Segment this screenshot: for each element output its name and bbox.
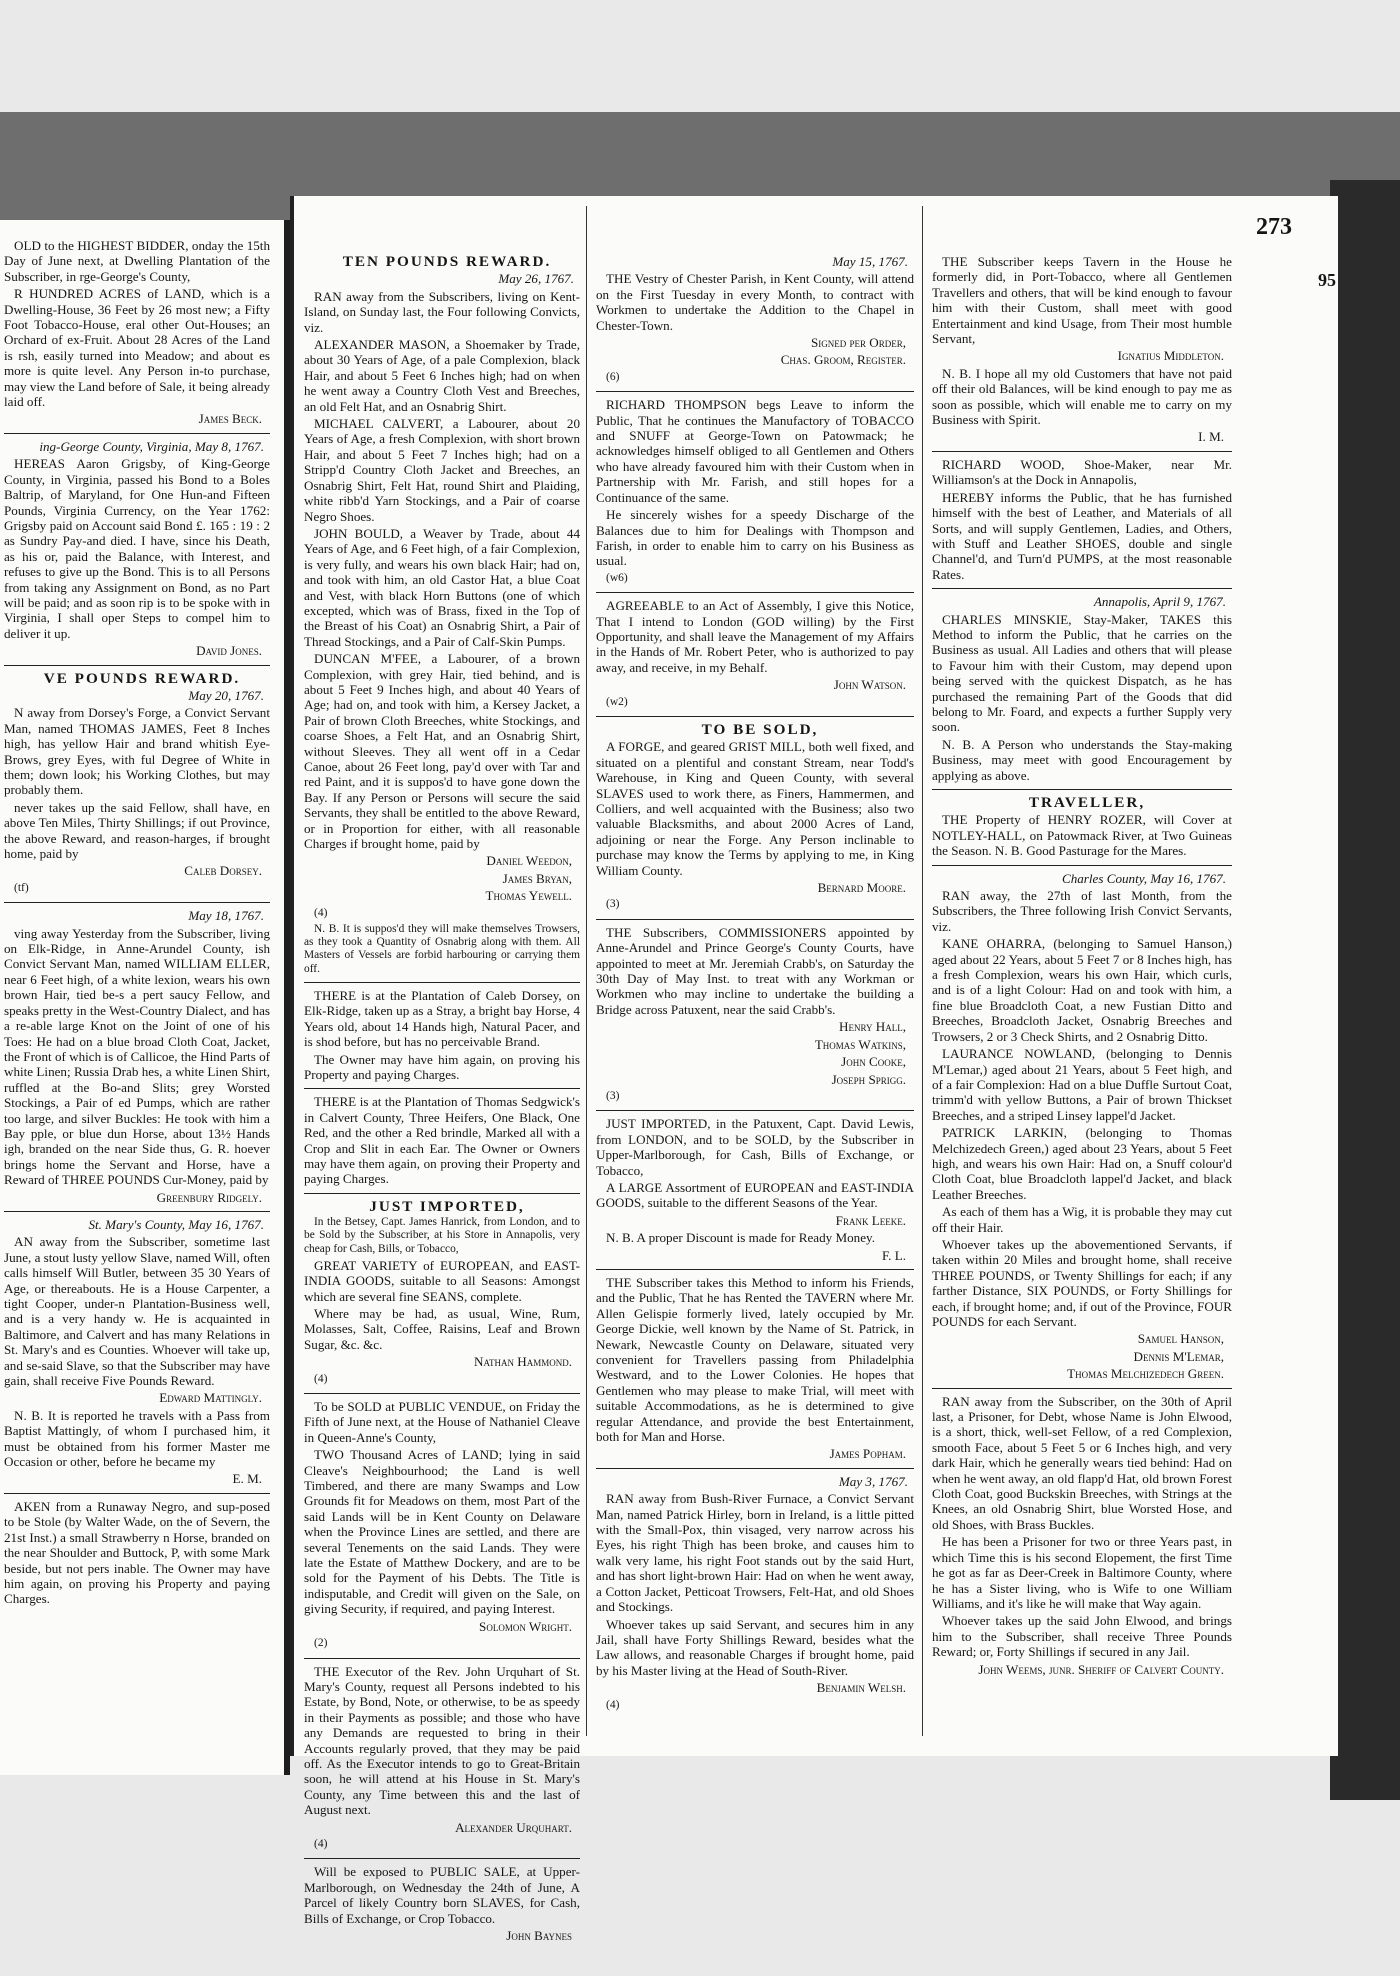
paragraph: Whoever takes up the said John Elwood, and brings him to the Subscriber, shall receive Three Pounds Reward; or, Forty Shillings if secured in any Jail.	[932, 1613, 1232, 1660]
signature: James Bryan,	[502, 870, 572, 886]
insertion-mark: (w6)	[606, 571, 628, 584]
advert-heading: TO BE SOLD,	[701, 720, 819, 738]
paragraph: ving away Yesterday from the Subscriber, living on Elk-Ridge, in Anne-Arundel County, ish Convict Servant Man, named WILLIAM ELLER, near 6 Feet high, of a white lexion, wears his own brown Hair, tied be-s a pert saucy Fellow, and speaks pretty in the West-Country Dialect, and has a re-able large Knot on the Joint of one of his Toes: He had on a blue broad Cloth Coat, Jacket, the Front of which is of Callicoe, the Hind Parts of white Linen; Russia Drab hes, a white Linen Shirt, ruffled at the Bo-and Slits; grey Worsted Stockings, a Pair of ed Pumps, which are rather too large, and silver Buckles: He took with him a Bay pple, or blue dun Horse, about 13½ Hands igh, branded on the near Side thus, G. R. hoever brings home the Servant and Horse, have a Reward of THREE POUNDS Cur-Money, paid by	[4, 925, 270, 1188]
page-number: 273	[1256, 214, 1292, 240]
advert-heading: VE POUNDS REWARD.	[43, 669, 241, 687]
paragraph: N. B. It is reported he travels with a Pass from Baptist Mattingly, of whom I purchased him, it must be obtained from his former Master me Occasion or other, before he became my	[4, 1407, 270, 1470]
paragraph: THE Subscriber keeps Tavern in the House he formerly did, in Port-Tobacco, where all Gentlemen Travellers and others, that will be kind enough to favour him with their Custom, shall meet with good Entertainment and kind Usage, from Their most humble Servant,	[932, 254, 1232, 347]
paragraph: HEREAS Aaron Grigsby, of King-George County, in Virginia, passed his Bond to a Boles Baltrip, of Maryland, for One Hun-and Fifteen Pounds, Virginia Currency, on the Year 1762: Grigsby paid on Account said Bond £. 165 : 19 : 2 as Sundry Pay-and died. I have, since his Death, as his or, paid the Balance, with Interest, and refuses to give up the Bond. This is to all Persons from taking any Assignment on Bond, as no Part will be paid; and as soon rip is to be spoke with in Virginia, I shall oper Steps to compel him to deliver it up.	[4, 456, 270, 641]
insertion-mark: (3)	[606, 898, 620, 911]
signature: Dennis M'Lemar,	[1133, 1348, 1224, 1364]
paragraph: He sincerely wishes for a speedy Discharge of the Balances due to him for Dealings with Thompson and Farish, in order to enable him to carry on his Business as usual.	[596, 507, 914, 569]
section-rule	[932, 865, 1232, 866]
signature: Henry Hall,	[839, 1019, 906, 1035]
paragraph: A FORGE, and geared GRIST MILL, both well fixed, and situated on a plentiful and constant Stream, near Todd's Warehouse, in King and Queen County, with several SLAVES used to work there, as Finers, Hammermen, and Colliers, and well acquainted with the Business; also two valuable Blacksmiths, and about 2000 Acres of Land, adjoining or near the Forge. Any Person inclinable to purchase may know the Terms by applying to me, in King William County.	[596, 739, 914, 878]
paragraph: He has been a Prisoner for two or three Years past, in which Time this is his second Elopement, the first Time he got as far as Deer-Creek in Baltimore County, where he has a Sister living, who is Wife to one William Williams, and it's like he will make that Way again.	[932, 1534, 1232, 1611]
insertion-mark: (2)	[314, 1637, 328, 1650]
paragraph: HEREBY informs the Public, that he has furnished himself with the best of Leather, and Materials of all Sorts, and will supply Gentlemen, Ladies, and Others, with Stuff and Leather SHOES, double and single Channel'd, and Turn'd PUMPS, at the most reasonable Rates.	[932, 489, 1232, 582]
paragraph: LAURANCE NOWLAND, (belonging to Dennis M'Lemar,) aged about 21 Years, about 5 Feet high, and of a fair Complexion: Had on a blue Duffle Surtout Coat, trimm'd with yellow Buttons, a Pair of brown Thickset Breeches, and a striped Linsey lappel'd Jacket.	[932, 1046, 1232, 1123]
paragraph: DUNCAN M'FEE, a Labourer, of a brown Complexion, with grey Hair, tied behind, and is about 5 Feet 9 Inches high, and about 40 Years of Age; had on, and took with him, a Kersey Jacket, a Pair of brown Cloth Breeches, white Stockings, and coarse Shoes, a Felt Hat, and an Osnabrig Shirt, without Sleeves. They all went off in a Cedar Canoe, about 26 Feet long, pay'd over with Tar and red Paint, and it is suppos'd to have gone down the Bay. If any Person or Persons will secure the said Servants, they shall be entitled to the above Reward, or in Proportion for either, with all reasonable Charges if brought home, paid by	[304, 651, 580, 852]
signature: Ignatius Middleton.	[1117, 348, 1224, 364]
section-rule	[4, 1493, 270, 1494]
left-page	[0, 220, 290, 1775]
insertion-mark: (4)	[606, 1698, 620, 1711]
paragraph: N. B. A Person who understands the Stay-making Business, may meet with good Encouragement by applying as above.	[932, 736, 1232, 783]
overleaf-page-number: 95	[1318, 270, 1336, 290]
section-rule	[304, 1193, 580, 1194]
column-divider	[586, 206, 587, 1736]
section-rule	[4, 433, 270, 434]
paragraph: PATRICK LARKIN, (belonging to Thomas Melchizedech Green,) aged about 23 Years, about 5 Feet high, and wears his own Hair: Had on, a Snuff colour'd Cloth Coat, blue Broadcloth lappel'd Jacket, and black Leather Breeches.	[932, 1125, 1232, 1202]
column-4	[932, 254, 1232, 1679]
paragraph: RICHARD WOOD, Shoe-Maker, near Mr. Williamson's at the Dock in Annapolis,	[932, 456, 1232, 488]
paragraph: Will be exposed to PUBLIC SALE, at Upper-Marlborough, on Wednesday the 24th of June, A Parcel of likely Country born SLAVES, for Cash, Bills of Exchange, or Crop Tobacco.	[304, 1864, 580, 1926]
paragraph: A LARGE Assortment of EUROPEAN and EAST-INDIA GOODS, suitable to the different Seasons of the Year.	[596, 1179, 914, 1211]
paragraph: OLD to the HIGHEST BIDDER, onday the 15th Day of June next, at Dwelling Plantation of the Subscriber, in rge-George's County,	[4, 238, 270, 284]
section-rule	[304, 1658, 580, 1659]
dateline: May 3, 1767.	[838, 1473, 908, 1489]
paragraph: AN away from the Subscriber, sometime last June, a stout lusty yellow Slave, named Will, often calls himself Will Butler, between 35 30 Years of Age, or thereabouts. He is a House Carpenter, a tight Cooper, under-n Plantation-Business well, and is a very handy w. He is acquainted in Baltimore, and Calvert and has many Relations in St. Mary's and es Counties. Whoever will take up, and se-said Slave, so that the Subscriber may have gain, shall receive Five Pounds Reward.	[4, 1234, 270, 1389]
signature: Benjamin Welsh.	[816, 1680, 906, 1696]
signature: Samuel Hanson,	[1137, 1331, 1224, 1347]
paragraph: Whoever takes up the abovementioned Servants, if taken within 20 Miles and brought home, shall receive THREE POUNDS, or Twenty Shillings for each; if any farther Distance, SIX POUNDS, or Forty Shillings for each, if brought home; and, if out of the Province, FOUR POUNDS for each Servant.	[932, 1236, 1233, 1329]
paragraph: N away from Dorsey's Forge, a Convict Servant Man, named THOMAS JAMES, Feet 8 Inches high, has yellow Hair and brand whitish Eye-Brows, grey Eyes, with ful Degree of White in them; down look; his Working Clothes, but may probably them.	[4, 705, 270, 798]
section-rule	[596, 592, 914, 593]
paragraph: The Owner may have him again, on proving his Property and paying Charges.	[304, 1051, 580, 1082]
section-rule	[596, 716, 914, 717]
paragraph: AGREEABLE to an Act of Assembly, I give this Notice, That I intend to London (GOD willing) by the First Opportunity, and shall leave the Management of my Affairs in the Hands of Mr. Robert Peter, who is authorized to pay away, and receive, in my Behalf.	[596, 598, 914, 675]
paragraph: To be SOLD at PUBLIC VENDUE, on Friday the Fifth of June next, at the House of Nathaniel Cleave in Queen-Anne's County,	[304, 1399, 580, 1445]
paragraph: JUST IMPORTED, in the Patuxent, Capt. David Lewis, from LONDON, and to be SOLD, by the Subscriber in Upper-Marlborough, for Cash, Bills of Exchange, or Tobacco,	[596, 1116, 914, 1178]
paragraph: RICHARD THOMPSON begs Leave to inform the Public, That he continues the Manufactory of TOBACCO and SNUFF at George-Town on Patowmack; he acknowledges himself obliged to all Gentlemen and Others who have already favoured him with their Custom when in Partnership with Mr. Farish, and still hopes for a Continuance of the same.	[596, 397, 914, 505]
section-rule	[4, 665, 270, 666]
paragraph: R HUNDRED ACRES of LAND, which is a Dwelling-House, 36 Feet by 26 most new; a Fifty Foot Tobacco-House, eral other Out-Houses; an Orchard of ex-Fruit. About 28 Acres of the Land is rsh, easily turned into Meadow; and about es more is quite level. Any Person in-to purchase, may view the Land before of Sale, it being already laid off.	[4, 286, 270, 410]
signature: Thomas Yewell.	[485, 888, 572, 904]
paragraph: CHARLES MINSKIE, Stay-Maker, TAKES this Method to inform the Public, that he carries on the Business as usual. All Ladies and others that will please to Favour him with their Custom, may depend upon being served with the quickest Dispatch, as he has purchased the remaining Part of the Goods that did belong to Mr. Foard, and expects a further Supply very soon.	[932, 611, 1232, 735]
right-page	[290, 196, 1338, 1944]
signature: David Jones.	[196, 643, 262, 659]
paragraph: RAN away from the Subscriber, on the 30th of April last, a Prisoner, for Debt, whose Name is John Elwood, is a short, thick, well-set Fellow, of a red Complexion, smooth Face, about 5 Feet 5 or 6 Inches high, and very dark Hair, which he generally wears tied behind: Had on when he went away, an old flapp'd Hat, old brown Forest Cloth Coat, good Buckskin Breeches, with Strings at the Knees, an old Osnabrig Shirt, blue Worsted Hose, and old Shoes, with Brass Buckles.	[932, 1393, 1232, 1532]
signature: Edward Mattingly.	[159, 1390, 262, 1406]
signature: Caleb Dorsey.	[184, 863, 262, 879]
section-rule	[932, 789, 1232, 790]
signature: Frank Leeke.	[835, 1212, 906, 1228]
dateline: Annapolis, April 9, 1767.	[1093, 594, 1226, 610]
paragraph: MICHAEL CALVERT, a Labourer, about 20 Years of Age, a fresh Complexion, with short brown Hair, and about 5 Feet 7 Inches high; had on a Stripp'd Country Cloth Jacket and Breeches, an Osnabrig Shirt, Felt Hat, round Shirt and Plaiding, white ribb'd Yarn Stockings, and a Pair of coarse Negro Shoes.	[304, 416, 580, 524]
paragraph: RAN away, the 27th of last Month, from the Subscribers, the Three following Irish Convict Servants, viz.	[932, 888, 1232, 934]
signature: F. L.	[881, 1247, 906, 1263]
section-rule	[596, 919, 914, 920]
paragraph: KANE OHARRA, (belonging to Samuel Hanson,) aged about 22 Years, about 5 Feet 7 or 8 Inches high, has a fresh Complexion, wears his own Hair, which curls, and is of a light Colour: Had on and took with him, a fine blue Broadcloth Coat, a new Fustian Ditto and Breeches, Broadcloth Jacket, Osnabrig Breeches and Trowsers, 2 or 3 Check Shirts, and 2 Osnabrig Ditto.	[932, 936, 1232, 1044]
paragraph: THE Subscribers, COMMISSIONERS appointed by Anne-Arundel and Prince George's County Courts, have appointed to meet at Mr. Jeremiah Crabb's, on Saturday the 30th Day of May Inst. to treat with any Workman or Workmen who may incline to undertake the building a Bridge across Patuxent, near the said Crabb's.	[596, 924, 914, 1017]
paragraph: THE Subscriber takes this Method to inform his Friends, and the Public, That he has Rented the TAVERN where Mr. Allen Gelispie formerly lived, lately occupied by Mr. George Dickie, well known by the Name of St. Patrick, in Newark, Newcastle County on Delaware, situated very convenient for Travellers passing from Philadelphia Westward, and to the Lower Colonies. He hopes that Gentlemen who may please to make Trial, will meet with suitable Accommodations, as he is determined to give regular Attendance, and provide the best Entertainment, both for Man and Horse.	[596, 1274, 914, 1445]
paragraph: Whoever takes up said Servant, and secures him in any Jail, shall have Forty Shillings Reward, besides what the Law allows, and reasonable Charges if brought home, paid by his Master living at the Head of South-River.	[596, 1616, 914, 1678]
signature: I. M.	[1198, 429, 1224, 445]
small-note: In the Betsey, Capt. James Hanrick, from London, and to be Sold by the Subscriber, at his Store in Annapolis, very cheap for Cash, Bills, or Tobacco,	[304, 1216, 580, 1255]
paragraph: N. B. I hope all my old Customers that have not paid off their old Balances, will be kind enough to pay me as soon as possible, which will enable me to carry on my Business with Spirit.	[932, 365, 1232, 428]
advert-heading: JUST IMPORTED,	[369, 1197, 525, 1215]
section-rule	[304, 1393, 580, 1394]
signature: Greenbury Ridgely.	[156, 1189, 262, 1205]
signature: Thomas Melchizedech Green.	[1067, 1366, 1224, 1382]
section-rule	[932, 451, 1232, 452]
paragraph: THERE is at the Plantation of Thomas Sedgwick's in Calvert County, Three Heifers, One Black, One Red, and the other a Red brindle, Marked all with a Crop and Slit in each Ear. The Owner or Owners may have them again, on proving their Property and paying Charges.	[304, 1094, 580, 1187]
paragraph: TWO Thousand Acres of LAND; lying in said Cleave's Neighbourhood; the Land is well Timbered, and there are many Swamps and Low Grounds fit for Meadows on them, most Part of the said Lands will be in Kent County on Delaware when the Province Lines are settled, and there are several Tenements on the said Lands. They were late the Estate of Matthew Dockery, and are to be sold for the Payment of his Debts. The Title is indisputable, and Credit will given on the Sale, on giving Security, if required, and paying Interest.	[304, 1447, 580, 1617]
scan-shadow-right	[1330, 180, 1400, 1800]
signature: Signed per Order,	[810, 335, 906, 351]
dateline: May 15, 1767.	[832, 254, 908, 269]
paragraph: RAN away from the Subscribers, living on Kent-Island, on Sunday last, the Four following Convicts, viz.	[304, 288, 580, 335]
paragraph: THERE is at the Plantation of Caleb Dorsey, on Elk-Ridge, taken up as a Stray, a bright bay Horse, 4 Years old, about 14 Hands high, Natural Pacer, and is shod before, but has no perceivable Brand.	[304, 987, 580, 1050]
section-rule	[4, 902, 270, 903]
signature: Joseph Sprigg.	[831, 1071, 906, 1087]
section-rule	[304, 982, 580, 983]
paragraph: AKEN from a Runaway Negro, and sup-posed to be Stole (by Walter Wade, on the of Severn, the 21st Inst.) a small Strawberry n Horse, branded on the near Shoulder and Buttock, P, with some Mark beside, but not pers inable. The Owner may have him again, on proving his Property and paying Charges.	[4, 1498, 270, 1607]
signature: James Beck.	[198, 411, 262, 427]
paragraph: never takes up the said Fellow, shall have, en above Ten Miles, Thirty Shillings; if out Province, the above Reward, and reason-harges, if brought home, paid by	[4, 799, 270, 862]
signature: Bernard Moore.	[817, 880, 906, 896]
insertion-mark: (4)	[314, 1837, 328, 1850]
signature: Thomas Watkins,	[814, 1036, 906, 1052]
section-rule	[304, 1858, 580, 1859]
dateline: ing-George County, Virginia, May 8, 1767.	[39, 438, 264, 454]
column-1	[4, 238, 270, 1609]
paragraph: ALEXANDER MASON, a Shoemaker by Trade, about 30 Years of Age, of a pale Complexion, black Hair, and about 5 Feet 6 Inches high; had on when he went away a Country Cloth Vest and Breeches, an old Felt Hat, and an Osnabrig Shirt.	[304, 337, 580, 414]
signature: Chas. Groom, Register.	[780, 352, 906, 368]
column-2	[304, 254, 580, 1945]
paragraph: THE Executor of the Rev. John Urquhart of St. Mary's County, request all Persons indebted to his Estate, by Bond, Note, or otherwise, to be as speedy in their Payments as possible; and those who have any Demands are requested to bring in their Accounts regularly proved, that they may be paid off. As the Executor intends to go to Great-Britain soon, he will attend at his House in St. Mary's County, any Time between this and the last of August next.	[304, 1663, 580, 1818]
paragraph: GREAT VARIETY of EUROPEAN, and EAST-INDIA GOODS, suitable to all Seasons: Amongst which are several fine SEANS, complete.	[304, 1257, 580, 1304]
signature: James Popham.	[829, 1446, 906, 1462]
dateline: May 26, 1767.	[498, 271, 574, 287]
dateline: May 18, 1767.	[188, 908, 264, 924]
paragraph: N. B. A proper Discount is made for Ready Money.	[606, 1230, 875, 1246]
advert-heading: TRAVELLER,	[1028, 794, 1146, 811]
paragraph: THE Property of HENRY ROZER, will Cover at NOTLEY-HALL, on Patowmack River, at Two Guineas the Season. N. B. Good Pasturage for the Mares.	[932, 812, 1232, 859]
signature: E. M.	[232, 1471, 262, 1487]
signature: Solomon Wright.	[479, 1618, 572, 1634]
insertion-mark: (tf)	[14, 881, 29, 894]
insertion-mark: (4)	[314, 1372, 328, 1385]
insertion-mark: (w2)	[606, 695, 628, 708]
insertion-mark: (4)	[314, 906, 328, 919]
column-divider	[922, 206, 923, 1736]
insertion-mark: (3)	[606, 1089, 620, 1102]
column-3	[596, 254, 914, 1715]
section-rule	[304, 1088, 580, 1089]
section-rule	[596, 391, 914, 392]
section-rule	[932, 588, 1232, 589]
signature: Daniel Weedon,	[486, 853, 572, 869]
section-rule	[932, 1388, 1232, 1389]
signature: Alexander Urquhart.	[455, 1819, 572, 1835]
insertion-mark: (6)	[606, 370, 620, 383]
signature: John Cooke,	[841, 1054, 906, 1070]
advert-heading: TEN POUNDS REWARD.	[342, 253, 552, 270]
paragraph: THE Vestry of Chester Parish, in Kent County, will attend on the First Tuesday in every Month, to contract with Workmen to undertake the Addition to the Chapel in Chester-Town.	[596, 271, 914, 333]
dateline: Charles County, May 16, 1767.	[1061, 870, 1226, 886]
section-rule	[596, 1269, 914, 1270]
paragraph: JOHN BOULD, a Weaver by Trade, about 44 Years of Age, and 6 Feet high, of a fair Complexion, is very fully, and wears his own black Hair; had on, and took with him, an old Castor Hat, a blue Coat and Vest, with black Horn Buttons (one of which excepted, which was of Brass, fixed in the Top of the Breast of his Coat) an Osnabrig Shirt, a Pair of Thread Stockings, and a Pair of Calf-Skin Pumps.	[304, 525, 580, 649]
small-note: N. B. It is suppos'd they will make themselves Trowsers, as they took a Quantity of Osnabrig along with them. All Masters of Vessels are forbid harbouring or carrying them off.	[304, 923, 580, 975]
paragraph: As each of them has a Wig, it is probable they may cut off their Hair.	[932, 1204, 1232, 1235]
signature: John Baynes	[506, 1928, 572, 1944]
section-rule	[4, 1211, 270, 1212]
paragraph: RAN away from Bush-River Furnace, a Convict Servant Man, named Patrick Hirley, born in Ireland, is a little pitted with the Small-Pox, thin visaged, very narrow across his Eyes, his right Thigh has been broke, and causes him to walk very lame, his right Foot stands out by the said Hurt, and has short light-brown Hair: Had on when he went away, a Cotton Jacket, Petticoat Trowsers, Felt-Hat, and old Shoes and Stockings.	[596, 1491, 914, 1615]
signature: John Watson.	[833, 677, 906, 693]
paragraph: Where may be had, as usual, Wine, Rum, Molasses, Salt, Coffee, Raisins, Leaf and Brown Sugar, &c. &c.	[304, 1305, 580, 1352]
section-rule	[596, 1110, 914, 1111]
signature: Nathan Hammond.	[474, 1354, 572, 1370]
section-rule	[596, 1468, 914, 1469]
dateline: St. Mary's County, May 16, 1767.	[88, 1216, 264, 1232]
signature: John Weems, junr. Sheriff of Calvert County.	[978, 1661, 1224, 1677]
dateline: May 20, 1767.	[188, 687, 264, 703]
